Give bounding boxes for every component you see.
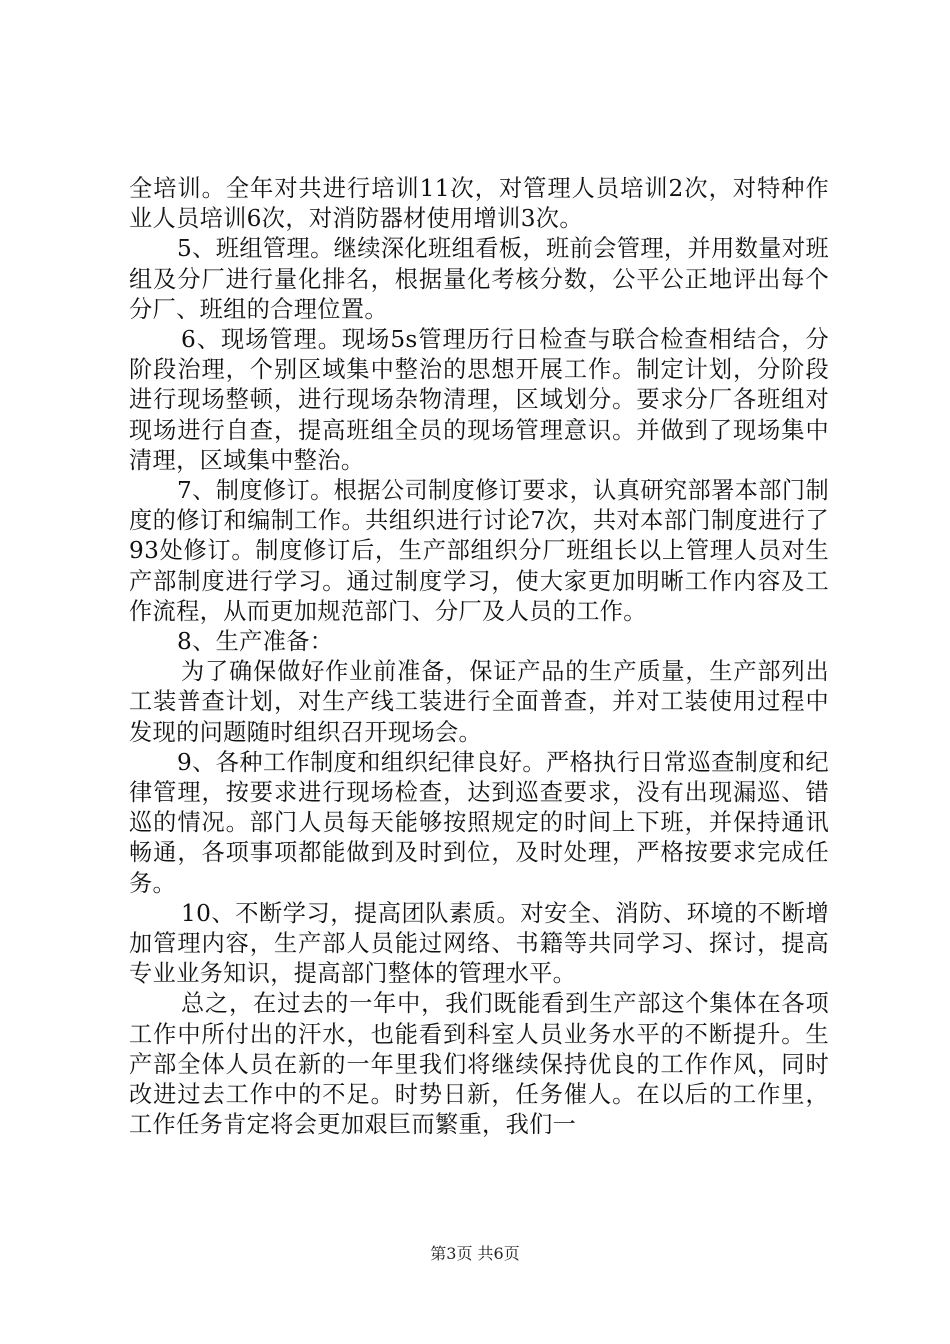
paragraph-team-management: 5、班组管理。继续深化班组看板，班前会管理，并用数量对班组及分厂进行量化排名，根据量化考核分数，公平公正地评出每个分厂、班组的合理位置。 [129,235,829,323]
paragraph-production-prep: 为了确保做好作业前准备，保证产品的生产质量，生产部列出工装普查计划，对生产线工装进行全面普查，并对工装使用过程中发现的问题随时组织召开现场会。 [129,658,829,746]
paragraph-system-revision: 7、制度修订。根据公司制度修订要求，认真研究部署本部门制度的修订和编制工作。共组织进行讨论7次，共对本部门制度进行了93处修订。制度修订后，生产部组织分厂班组长以上管理人员对生产部制度进行学习。通过制度学习，使大家更加明晰工作内容及工作流程，从而更加规范部门、分厂及人员的工作。 [129,477,829,625]
page-footer: 第3页 共6页 [430,1244,520,1263]
paragraph-training-summary: 全培训。全年对共进行培训11次，对管理人员培训2次，对特种作业人员培训6次，对消防器材使用增训3次。 [129,175,829,233]
paragraph-conclusion: 总之，在过去的一年中，我们既能看到生产部这个集体在各项工作中所付出的汗水，也能看到科室人员业务水平的不断提升。生产部全体人员在新的一年里我们将继续保持优良的工作作风，同时改进过去工作中的不足。时势日新，任务催人。在以后的工作里，工作任务肯定将会更加艰巨而繁重，我们一 [129,990,829,1139]
paragraph-production-prep-heading: 8、生产准备： [177,628,334,656]
document-body [129,174,829,1141]
paragraph-continuous-learning: 10、不断学习，提高团队素质。对安全、消防、环境的不断增加管理内容，生产部人员能过网络、书籍等共同学习、探讨，提高专业业务知识，提高部门整体的管理水平。 [129,899,829,988]
paragraph-site-management: 6、现场管理。现场5s管理历行日检查与联合检查相结合，分阶段治理，个别区域集中整治的思想开展工作。制定计划，分阶段进行现场整顿，进行现场杂物清理，区域划分。要求分厂各班组对现场进行自查，提高班组全员的现场管理意识。并做到了现场集中清理，区域集中整治。 [129,326,829,474]
paragraph-work-discipline: 9、各种工作制度和组织纪律良好。严格执行日常巡查制度和纪律管理，按要求进行现场检查，达到巡查要求，没有出现漏巡、错巡的情况。部门人员每天能够按照规定的时间上下班，并保持通讯畅通，各项事项都能做到及时到位，及时处理，严格按要求完成任务。 [129,748,829,897]
